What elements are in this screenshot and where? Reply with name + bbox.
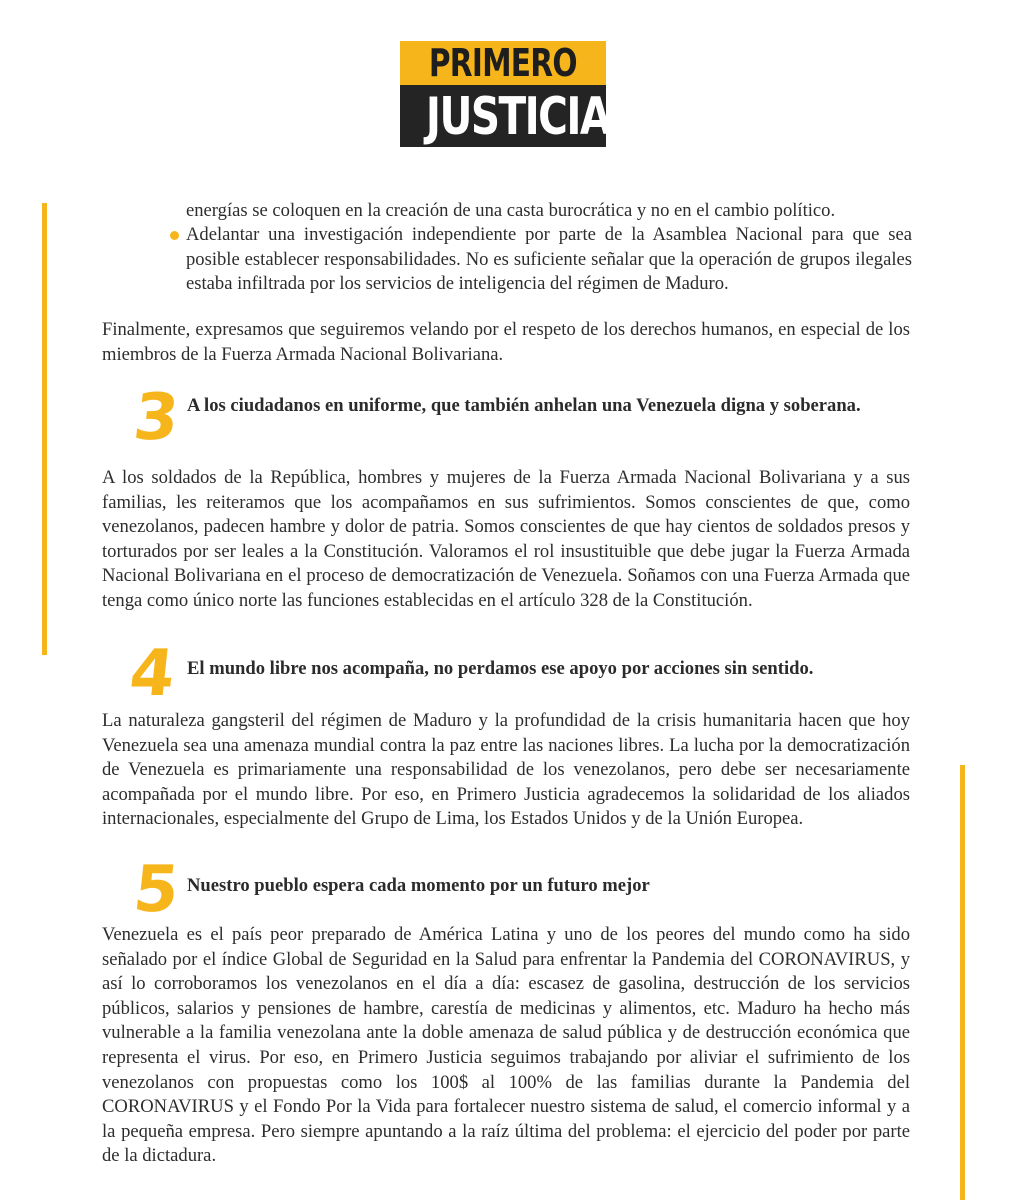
section-body-5: Venezuela es el país peor preparado de América Latina y uno de los peores del mundo como ha sido señalado por el índice Global de Seguridad en la Salud para enfrentar la Pandemia del CORONAVIRUS, y así lo corroboramos los venezolanos en el día a día: escasez de gasolina, destrucción de los servicios públicos, salarios y pensiones de hambre, carestía de medicinas y alimentos, etc. Maduro ha hecho más vulnerable a la familia venezolana ante la doble amenaza de salud pública y de destrucción económica que representa el virus. Por eso, en Primero Justicia seguimos trabajando por aliviar el sufrimiento de los venezolanos con propuestas como los 100$ al 100% de las familias durante la Pandemia del CORONAVIRUS y el Fondo Por la Vida para fortalecer nuestro sistema de salud, el comercio informal y a la pequeña empresa. Pero siempre apuntando a la raíz última del problema: el ejercicio del poder por parte de la dictadura. bbox=[102, 924, 910, 1167]
section-heading-4: El mundo libre nos acompaña, no perdamos ese apoyo por acciones sin sentido. bbox=[187, 658, 814, 679]
logo-line-primero: PRIMERO bbox=[400, 41, 606, 85]
closing-paragraph: Finalmente, expresamos que seguiremos velando por el respeto de los derechos humanos, en especial de los miembros de la Fuerza Armada Nacional Bolivariana. bbox=[102, 319, 910, 365]
section-number-4: 4 bbox=[126, 637, 179, 711]
logo-line-justicia: JUSTICIA bbox=[400, 85, 606, 147]
bullet-dot bbox=[170, 231, 179, 240]
primero-justicia-logo bbox=[400, 41, 610, 147]
section-heading-5: Nuestro pueblo espera cada momento por un futuro mejor bbox=[187, 875, 650, 896]
section-body-3: A los soldados de la República, hombres y mujeres de la Fuerza Armada Nacional Bolivariana y a sus familias, les reiteramos que los acompañamos en sus sufrimientos. Somos conscientes de que, como venezolanos, padecen hambre y dolor de patria. Somos conscientes de que hay cientos de soldados presos y torturados por ser leales a la Constitución. Valoramos el rol insustituible que debe jugar la Fuerza Armada Nacional Bolivariana en el proceso de democratización de Venezuela. Soñamos con una Fuerza Armada que tenga como único norte las funciones establecidas en el artículo 328 de la Constitución. bbox=[102, 467, 910, 611]
section-number-3: 3 bbox=[130, 381, 183, 455]
bullet-continuation: energías se coloquen en la creación de una casta burocrática y no en el cambio político. bbox=[186, 200, 836, 221]
section-heading-3: A los ciudadanos en uniforme, que también anhelan una Venezuela digna y soberana. bbox=[187, 395, 861, 416]
left-accent-bar bbox=[42, 203, 47, 655]
bullet-item: Adelantar una investigación independiente por parte de la Asamblea Nacional para que sea posible establecer responsabilidades. No es suficiente señalar que la operación de grupos ilegales estaba infiltrada por los servicios de inteligencia del régimen de Maduro. bbox=[186, 224, 912, 295]
section-number-5: 5 bbox=[130, 853, 183, 927]
section-body-4: La naturaleza gangsteril del régimen de Maduro y la profundidad de la crisis humanitaria hacen que hoy Venezuela sea una amenaza mundial contra la paz entre las naciones libres. La lucha por la democratización de Venezuela es primariamente una responsabilidad de los venezolanos, pero debe ser necesariamente acompañada por el mundo libre. Por eso, en Primero Justicia agradecemos la solidaridad de los aliados internacionales, especialmente del Grupo de Lima, los Estados Unidos y de la Unión Europea. bbox=[102, 710, 910, 830]
right-accent-bar bbox=[960, 765, 965, 1200]
